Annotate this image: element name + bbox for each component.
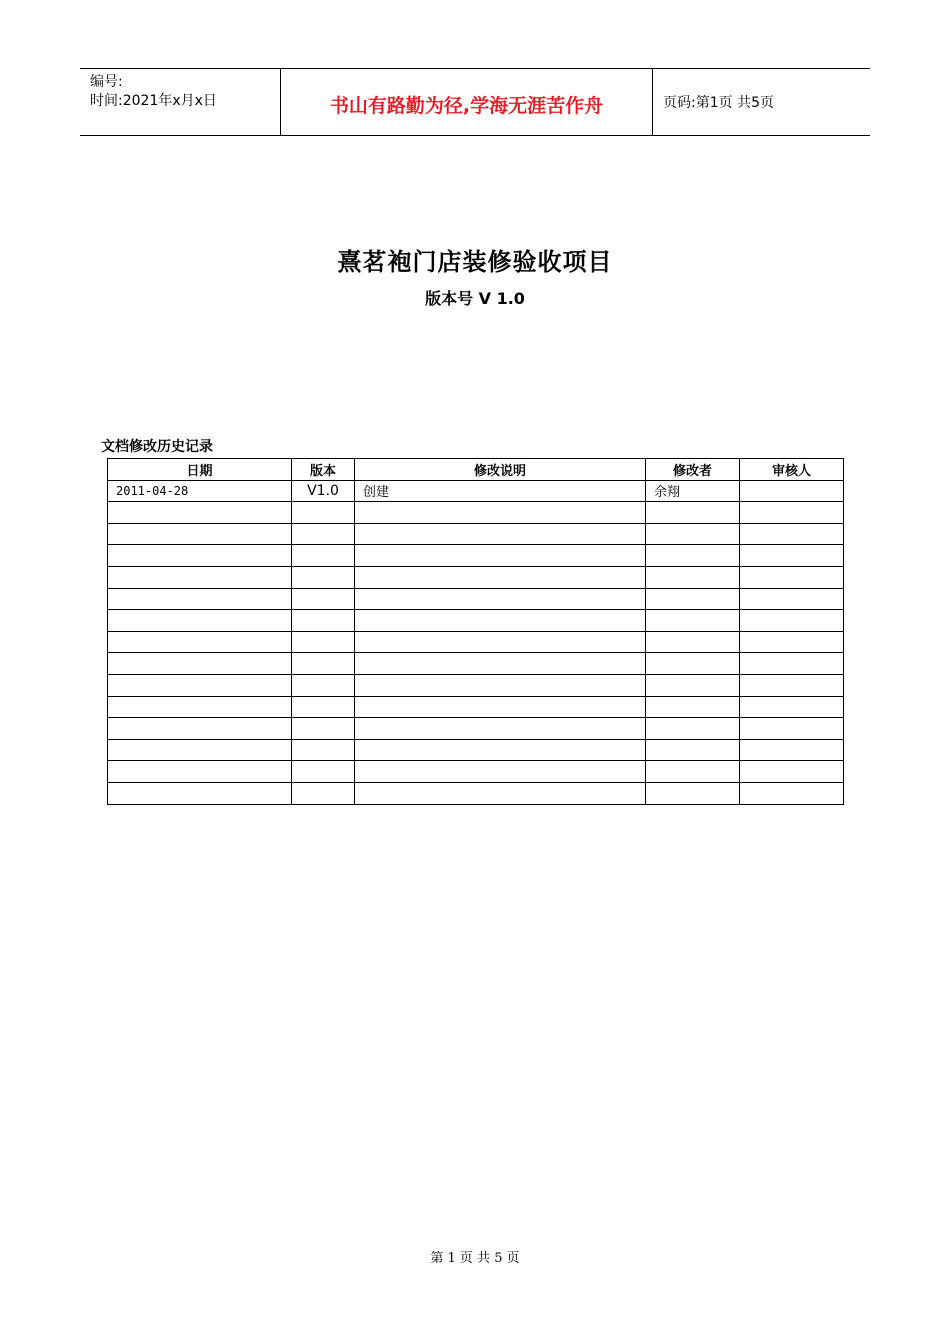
cell-reviewer [740,782,844,804]
cell-version [292,739,355,761]
cell-modifier [646,566,740,588]
cell-version [292,588,355,610]
cell-reviewer [740,566,844,588]
document-version: 版本号 V 1.0 [425,289,525,308]
page-header [80,68,870,136]
cell-modifier [646,674,740,696]
cell-date [108,739,292,761]
cell-description [355,653,646,675]
cell-date [108,502,292,524]
cell-reviewer [740,653,844,675]
cell-modifier [646,718,740,740]
table-row [108,480,844,502]
table-row [108,610,844,632]
cell-description [355,502,646,524]
cell-modifier [646,782,740,804]
cell-version [292,674,355,696]
cell-date [108,588,292,610]
cell-reviewer [740,480,844,502]
cell-version [292,523,355,545]
cell-modifier [646,545,740,567]
cell-date [108,718,292,740]
cell-modifier [646,610,740,632]
cell-modifier [646,739,740,761]
table-row [108,653,844,675]
cell-description [355,631,646,653]
cell-modifier [646,523,740,545]
cell-version [292,782,355,804]
cell-reviewer [740,696,844,718]
cell-modifier [646,761,740,783]
table-row [108,502,844,524]
cell-modifier [646,631,740,653]
table-row [108,631,844,653]
cell-version [292,696,355,718]
table-row [108,545,844,567]
cell-reviewer [740,502,844,524]
table-row [108,718,844,740]
cell-description [355,523,646,545]
cell-reviewer [740,523,844,545]
cell-reviewer [740,761,844,783]
cell-date [108,523,292,545]
table-row [108,739,844,761]
cell-date [108,653,292,675]
cell-description [355,718,646,740]
cell-reviewer [740,631,844,653]
cell-reviewer [740,718,844,740]
cell-reviewer [740,610,844,632]
cell-modifier: 余翔 [646,480,740,502]
cell-reviewer [740,739,844,761]
cell-reviewer [740,588,844,610]
table-row [108,523,844,545]
col-header-version: 版本 [292,459,355,481]
cell-version: V1.0 [292,480,355,502]
history-body [108,480,844,804]
col-header-modifier: 修改者 [646,459,740,481]
col-header-reviewer: 审核人 [740,459,844,481]
header-meta [80,69,280,135]
cell-description [355,545,646,567]
cell-version [292,631,355,653]
header-motto: 书山有路勤为径,学海无涯苦作舟 [280,69,653,135]
doc-time-label: 时间:2021年x月x日 [90,93,217,109]
header-page-info: 页码:第1页 共5页 [663,95,774,111]
cell-description [355,588,646,610]
cell-version [292,502,355,524]
col-header-date: 日期 [108,459,292,481]
cell-reviewer [740,674,844,696]
cell-reviewer [740,545,844,567]
cell-description [355,782,646,804]
cell-version [292,761,355,783]
cell-description [355,674,646,696]
col-header-description: 修改说明 [355,459,646,481]
cell-description [355,610,646,632]
table-row [108,761,844,783]
cell-description [355,566,646,588]
cell-description [355,761,646,783]
cell-date [108,631,292,653]
cell-date [108,545,292,567]
table-row [108,674,844,696]
cell-date: 2011-04-28 [108,480,292,502]
table-row [108,566,844,588]
cell-version [292,610,355,632]
cell-date [108,761,292,783]
cell-version [292,566,355,588]
cell-modifier [646,653,740,675]
cell-date [108,696,292,718]
cell-description: 创建 [355,480,646,502]
history-header-row [108,459,844,481]
table-row [108,782,844,804]
cell-modifier [646,588,740,610]
table-row [108,588,844,610]
cell-version [292,718,355,740]
doc-number-label: 编号: [90,74,123,90]
cell-modifier [646,502,740,524]
cell-version [292,545,355,567]
history-caption: 文档修改历史记录 [101,439,213,455]
document-title: 熹茗袍门店装修验收项目 [337,247,613,276]
cell-modifier [646,696,740,718]
cell-date [108,610,292,632]
page-footer: 第 1 页 共 5 页 [430,1251,520,1266]
cell-date [108,674,292,696]
cell-description [355,696,646,718]
table-row [108,696,844,718]
cell-description [355,739,646,761]
cell-version [292,653,355,675]
cell-date [108,566,292,588]
history-table [107,458,844,805]
cell-date [108,782,292,804]
